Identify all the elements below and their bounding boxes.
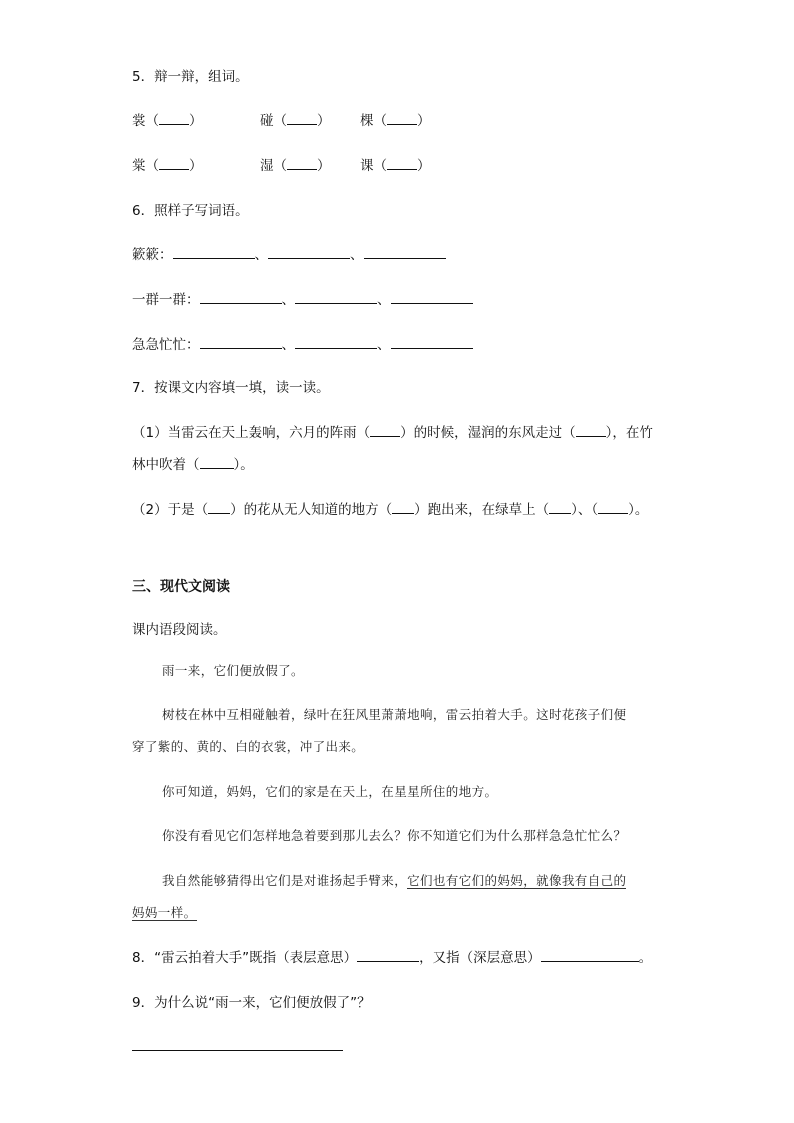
q6-label: 一群一群： <box>132 292 200 308</box>
q5-blank[interactable] <box>287 111 317 125</box>
section-intro: 课内语段阅读。 <box>132 622 227 638</box>
q8-blank[interactable] <box>357 948 419 962</box>
q6-blank[interactable] <box>391 290 473 304</box>
q5-char: 棠 <box>132 158 146 174</box>
passage-underlined-text: 它们也有它们的妈妈，就像我有自己的 <box>407 873 627 888</box>
q6-sep: 、 <box>281 337 295 353</box>
q7-blank[interactable] <box>200 455 234 469</box>
passage-paragraph-1: 雨一来，它们便放假了。 <box>162 663 304 678</box>
q7-text: ）跑出来，在绿草上（ <box>414 502 550 518</box>
q7-sentence-1 <box>132 423 653 443</box>
q8-text: 。 <box>638 950 653 966</box>
q5-title: 5．辩一辩，组词。 <box>132 69 249 85</box>
q6-sep: 、 <box>377 337 391 353</box>
passage-paragraph-3: 你可知道，妈妈，它们的家是在天上，在星星所住的地方。 <box>162 784 498 799</box>
q8-text: ，又指（深层意思） <box>419 950 541 966</box>
q7-text: ）、（ <box>571 502 599 518</box>
q7-text: ）的花从无人知道的地方（ <box>230 502 393 518</box>
q6-sep: 、 <box>281 292 295 308</box>
q6-blank[interactable] <box>364 245 446 259</box>
q6-blank[interactable] <box>200 290 282 304</box>
q5-blank[interactable] <box>159 156 189 170</box>
q5-char: 裳 <box>132 113 146 129</box>
q5-blank[interactable] <box>387 111 417 125</box>
q5-blank[interactable] <box>387 156 417 170</box>
q6-blank[interactable] <box>200 335 282 349</box>
q6-blank[interactable] <box>173 245 255 259</box>
q7-blank[interactable] <box>392 500 414 514</box>
q7-blank[interactable] <box>208 500 230 514</box>
q5-blank[interactable] <box>159 111 189 125</box>
q5-char: 湿 <box>260 158 274 174</box>
q6-sep: 、 <box>377 292 391 308</box>
q6-label: 急急忙忙： <box>132 337 200 353</box>
passage-text: 我自然能够猜得出它们是对谁扬起手臂来， <box>162 873 408 888</box>
q6-title: 6．照样子写词语。 <box>132 203 249 219</box>
q6-blank[interactable] <box>295 335 377 349</box>
passage-paragraph-4: 你没有看见它们怎样地急着要到那儿去么？你不知道它们为什么那样急急忙忙么？ <box>162 828 627 843</box>
q8-question <box>132 948 652 968</box>
q6-blank[interactable] <box>268 245 350 259</box>
passage-paragraph-2: 树枝在林中互相碰触着，绿叶在狂风里萧萧地响，雷云拍着大手。这时花孩子们便 <box>162 707 627 722</box>
section-heading: 三、现代文阅读 <box>132 579 230 595</box>
q7-text: ）。 <box>628 502 649 518</box>
q6-item-2 <box>132 290 473 310</box>
q6-sep: 、 <box>254 247 268 263</box>
q6-label: 簌簌： <box>132 247 173 263</box>
q5-row-2: 棠（ ） 湿（ ） 课（ ） <box>132 158 431 174</box>
q6-blank[interactable] <box>391 335 473 349</box>
q8-text: 8．“雷云拍着大手”既指（表层意思） <box>132 950 358 966</box>
q7-sentence-2 <box>132 500 648 520</box>
q9-question: 9．为什么说“雨一来，它们便放假了”？ <box>132 995 371 1011</box>
q7-text: ），在竹 <box>605 425 653 441</box>
q6-item-3 <box>132 335 473 355</box>
q5-char: 碰 <box>260 113 274 129</box>
q5-char: 棵 <box>360 113 374 129</box>
q8-blank[interactable] <box>541 948 639 962</box>
passage-paragraph-2-cont: 穿了紫的、黄的、白的衣裳，冲了出来。 <box>132 739 365 754</box>
q7-blank[interactable] <box>370 423 400 437</box>
q7-text: （1）当雷云在天上轰响，六月的阵雨（ <box>132 425 371 441</box>
q7-text: ）的时候，湿润的东风走过（ <box>400 425 576 441</box>
q7-text: ）。 <box>233 457 254 473</box>
q7-blank[interactable] <box>576 423 606 437</box>
q7-text: （2）于是（ <box>132 502 209 518</box>
q9-answer-line[interactable] <box>132 1050 343 1051</box>
q7-title: 7．按课文内容填一填，读一读。 <box>132 380 330 396</box>
passage-paragraph-5 <box>162 871 626 891</box>
passage-paragraph-5-cont <box>132 903 197 923</box>
q7-text: 林中吹着（ <box>132 457 200 473</box>
passage-underlined-text: 妈妈一样。 <box>132 905 197 920</box>
q6-sep: 、 <box>350 247 364 263</box>
q5-char: 课 <box>360 158 374 174</box>
q7-sentence-1-cont <box>132 455 254 475</box>
q7-blank[interactable] <box>598 500 628 514</box>
q6-blank[interactable] <box>295 290 377 304</box>
q6-item-1 <box>132 245 446 265</box>
q5-row-1: 裳（ ） 碰（ ） 棵（ ） <box>132 113 431 129</box>
q5-blank[interactable] <box>287 156 317 170</box>
q7-blank[interactable] <box>549 500 571 514</box>
